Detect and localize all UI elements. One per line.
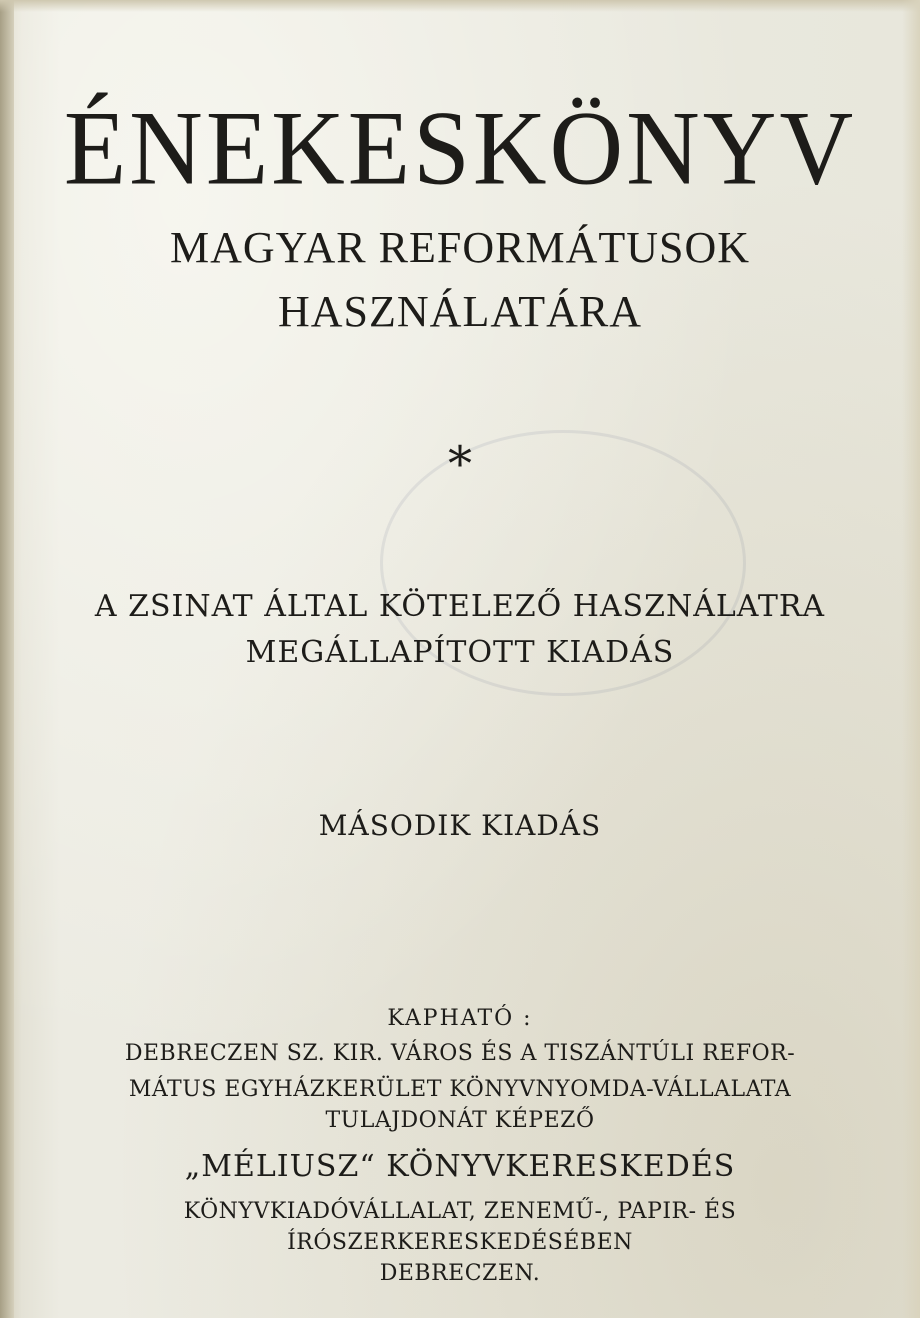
book-title: ÉNEKESKÖNYV bbox=[63, 89, 857, 208]
publisher-line-2: MÁTUS EGYHÁZKERÜLET KÖNYVNYOMDA-VÁLLALATA bbox=[128, 1077, 792, 1102]
subtitle-line-1: MAGYAR REFORMÁTUSOK bbox=[169, 223, 751, 272]
edition-label: MÁSODIK KIADÁS bbox=[318, 809, 602, 842]
synod-line-2: MEGÁLLAPÍTOTT KIADÁS bbox=[245, 635, 675, 670]
bookstore-desc-line-2: ÍRÓSZERKERESKEDÉSÉBEN bbox=[287, 1230, 633, 1255]
publisher-line-1: DEBRECZEN SZ. KIR. VÁROS ÉS A TISZÁNTÚLI REFOR- bbox=[124, 1041, 796, 1066]
city-name: DEBRECZEN. bbox=[379, 1261, 541, 1286]
synod-line-1: A ZSINAT ÁLTAL KÖTELEZŐ HASZNÁLATRA bbox=[94, 589, 826, 624]
bookstore-desc-line-1: KÖNYVKIADÓVÁLLALAT, ZENEMŰ-, PAPIR- ÉS bbox=[183, 1199, 737, 1224]
bookstore-name: „MÉLIUSZ“ KÖNYVKERESKEDÉS bbox=[184, 1149, 736, 1184]
asterisk-ornament: * bbox=[448, 436, 472, 492]
available-label: KAPHATÓ : bbox=[387, 1006, 533, 1031]
page-edge-top bbox=[0, 0, 920, 12]
publisher-line-3: TULAJDONÁT KÉPEZŐ bbox=[325, 1108, 595, 1133]
subtitle-line-2: HASZNÁLATÁRA bbox=[278, 287, 642, 336]
